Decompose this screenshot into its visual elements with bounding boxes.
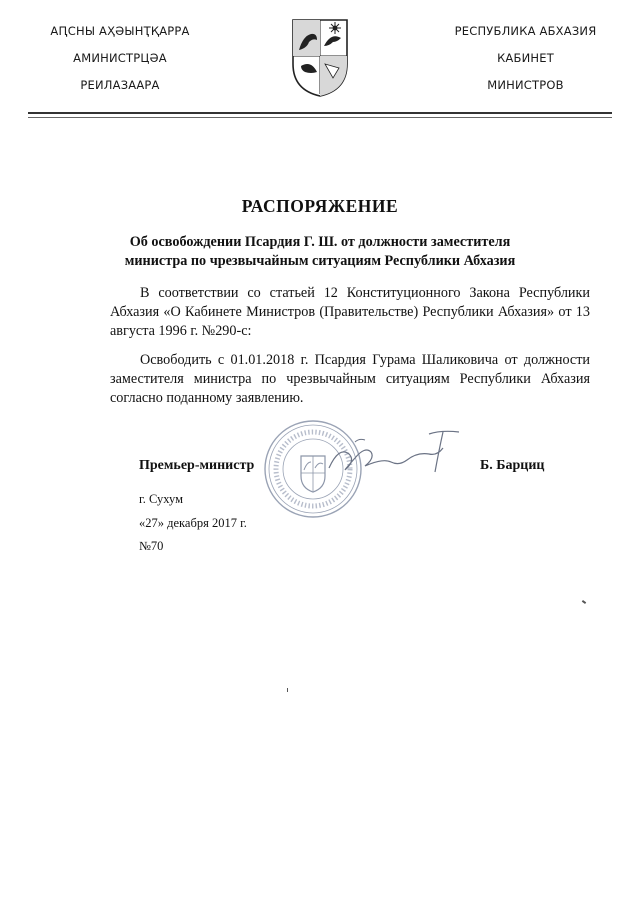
handwritten-signature bbox=[325, 428, 465, 480]
document-paragraph-2 bbox=[110, 351, 590, 408]
document-paragraph-1 bbox=[110, 284, 590, 341]
scan-speck bbox=[287, 688, 288, 692]
header-abkhaz-line-1: АԤСНЫ АҲӘЫНҬҚАРРА bbox=[50, 24, 190, 38]
signatory-name: Б. Барциц bbox=[480, 458, 545, 473]
paragraph-1-text: В соответствии со статьей 12 Конституционного Закона Республики Абхазия «О Кабинете Министров (Правительстве) Республики Абхазия» от 13 августа 1996 г. №290-с: bbox=[110, 285, 590, 339]
document-subject: Об освобождении Псардия Г. Ш. от должности заместителя министра по чрезвычайным ситуациям Республики Абхазия bbox=[124, 234, 516, 269]
document-title: РАСПОРЯЖЕНИЕ bbox=[241, 196, 399, 216]
header-russian-line-2: КАБИНЕТ bbox=[497, 51, 554, 65]
header-divider-thin bbox=[28, 117, 612, 118]
scan-speck bbox=[582, 600, 586, 604]
document-city: г. Сухум bbox=[139, 492, 184, 506]
paragraph-2-text: Освободить с 01.01.2018 г. Псардия Гурама Шаликовича от должности заместителя министра по чрезвычайным ситуациям Республики Абхазия согласно поданному заявлению. bbox=[110, 352, 590, 406]
header-russian-line-3: МИНИСТРОВ bbox=[487, 78, 564, 92]
header-abkhaz bbox=[30, 24, 210, 105]
state-emblem-icon bbox=[289, 16, 351, 98]
header-abkhaz-line-2: АМИНИСТРЦӘА bbox=[73, 51, 167, 65]
header-russian bbox=[438, 24, 613, 105]
signatory-position: Премьер-министр bbox=[139, 458, 255, 473]
header-abkhaz-line-3: РЕИЛАЗААРА bbox=[80, 78, 160, 92]
header-russian-line-1: РЕСПУБЛИКА АБХАЗИЯ bbox=[454, 24, 597, 38]
document-date: «27» декабря 2017 г. bbox=[139, 516, 247, 530]
header-divider-thick bbox=[28, 112, 612, 114]
document-number: №70 bbox=[139, 539, 164, 553]
